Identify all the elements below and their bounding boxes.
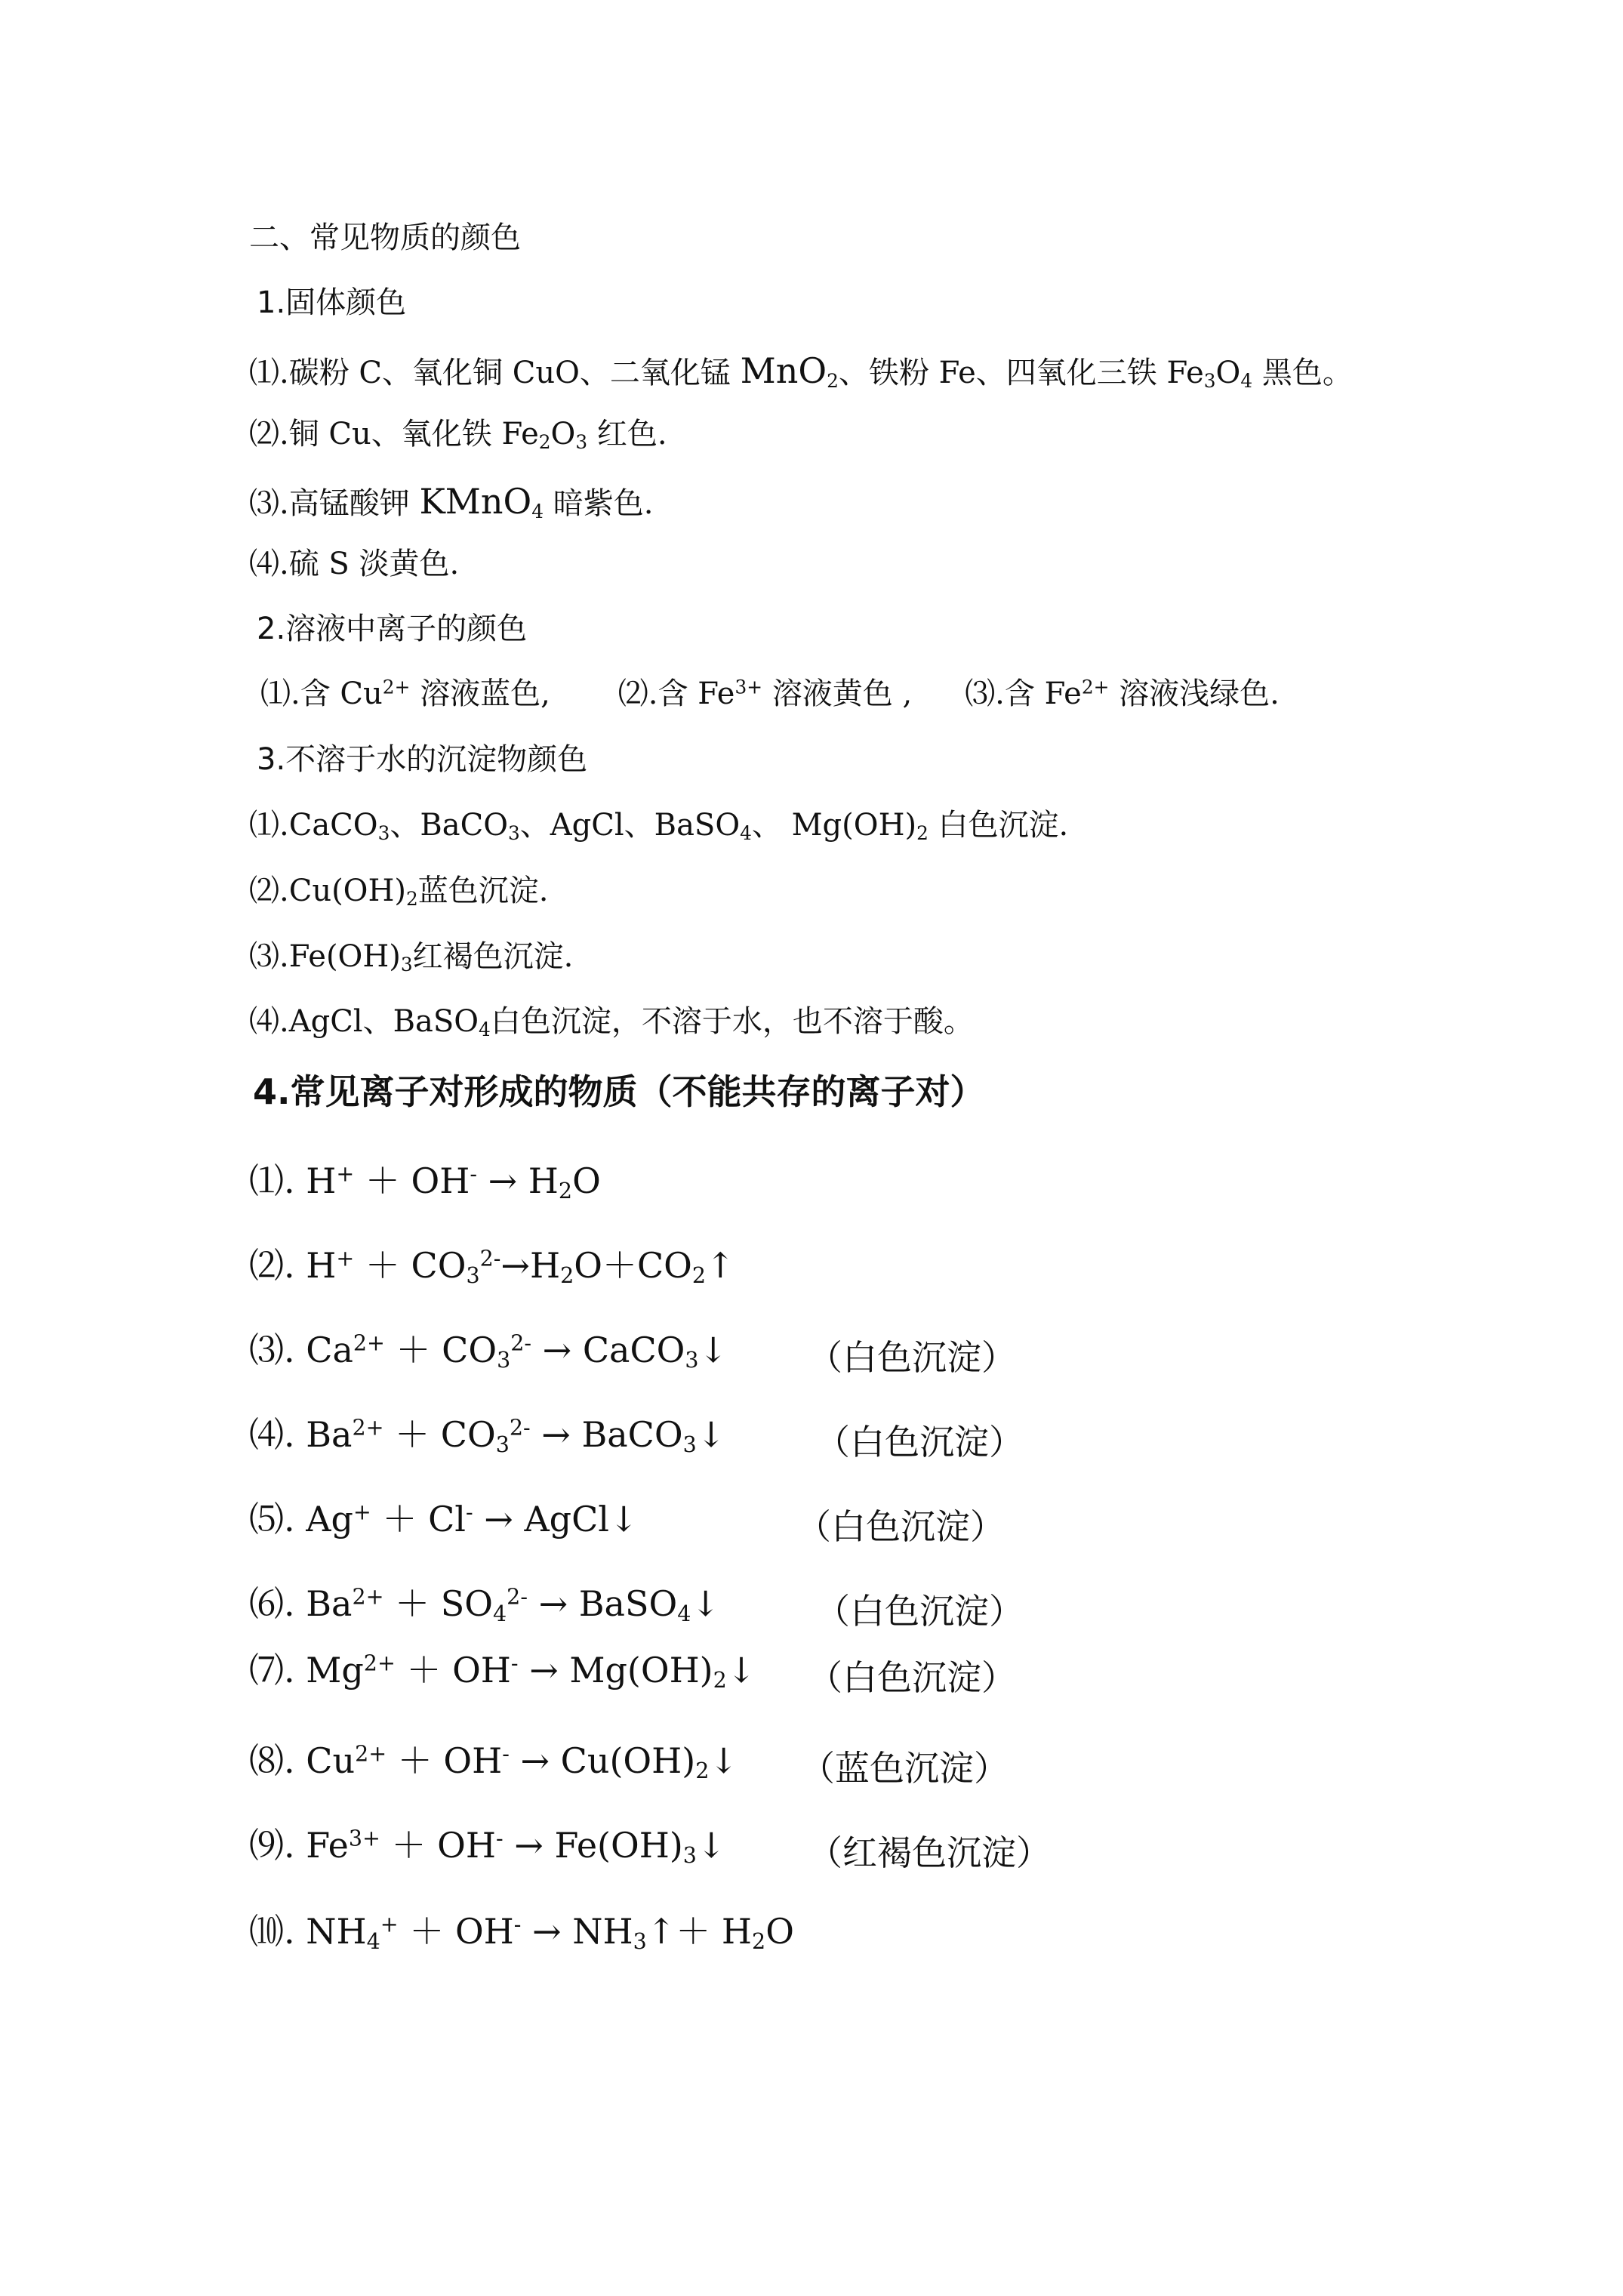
equation-1: ⑴. $H^+ + OH^- \to H_2O$: [249, 1160, 601, 1204]
equation-7: ⑺. $Mg^{2+} + OH^-$ → $Mg(OH)_2↓$: [249, 1650, 756, 1693]
solid-line-3: ⑶.高锰酸钾 KMnO$_4$ 暗紫色.: [249, 481, 654, 523]
note-white-precipitate: （白色沉淀）: [808, 1337, 1016, 1378]
precip-line-2: $⑵.Cu(OH)_2$蓝色沉淀.: [249, 874, 549, 911]
precip-line-4: ⑷.AgCl、BaSO$_4$白色沉淀，不溶于水，也不溶于酸。: [249, 1004, 974, 1041]
solid-line-1: ⑴.碳粉 C、氧化铜 CuO、二氧化锰 MnO$_2$、铁粉 Fe、四氧化三铁 $Fe_3O_4$ 黑色。: [249, 350, 1353, 393]
note-redbrown-precipitate: （红褐色沉淀）: [808, 1832, 1051, 1873]
note-white-precipitate: （白色沉淀）: [815, 1591, 1024, 1632]
solid-line-2: ⑵.铜 Cu、氧化铁 $Fe_2O_3$ 红色.: [249, 417, 667, 454]
note-white-precipitate: （白色沉淀）: [815, 1422, 1024, 1462]
precip-line-1: ⑴.CaCO$_3$、BaCO$_3$、AgCl、BaSO$_4$、 $Mg(OH)_2$ 白色沉淀.: [249, 808, 1069, 845]
equation-3: ⑶. $Ca^{2+} + CO_3^{2-}$ → CaCO$_3$↓: [249, 1330, 728, 1373]
ion-colors-line: ⑴.含 $Cu^{2+}$ 溶液蓝色, ⑵.含 $Fe^{3+}$ 溶液黄色 , ⑶.含 $Fe^{2+}$ 溶液浅绿色.: [260, 676, 1280, 711]
equation-2: ⑵. $H^+ + CO_3^{2-}\to H_2O+CO_2↑$: [249, 1245, 735, 1289]
subheading-ion-colors: 2.溶液中离子的颜色: [257, 612, 528, 646]
equation-10: ⑽. $NH_4^+ + OH^-$ → $NH_3↑+ H_2O$: [249, 1911, 794, 1955]
note-white-precipitate: （白色沉淀）: [796, 1506, 1005, 1547]
equation-4: ⑷. $Ba^{2+} + CO_3^{2-}$ → BaCO$_3$↓: [249, 1414, 726, 1458]
section-title: 二、常见物质的颜色: [249, 220, 521, 255]
note-blue-precipitate: （蓝色沉淀）: [800, 1748, 1009, 1789]
note-white-precipitate: （白色沉淀）: [808, 1657, 1016, 1698]
subheading-precipitate-colors: 3.不溶于水的沉淀物颜色: [257, 742, 588, 777]
subheading-solid-colors: 1.固体颜色: [257, 285, 407, 320]
equation-6: ⑹. $Ba^{2+} + SO_4^{2-}$ → BaSO$_4$↓: [249, 1583, 720, 1627]
precip-line-3: $⑶.Fe(OH)_3$红褐色沉淀.: [249, 939, 574, 976]
equation-5: ⑸. Ag+ ＋ Cl- → AgCl↓: [249, 1499, 639, 1539]
solid-line-4: ⑷.硫 S 淡黄色.: [249, 547, 460, 581]
subheading-ion-pairs: 4.常见离子对形成的物质（不能共存的离子对）: [253, 1071, 985, 1112]
equation-9: ⑼. $Fe^{3+} + OH^-$ → $Fe(OH)_3↓$: [249, 1825, 726, 1869]
equation-8: ⑻. $Cu^{2+} + OH^-$ → $Cu(OH)_2↓$: [249, 1740, 738, 1784]
